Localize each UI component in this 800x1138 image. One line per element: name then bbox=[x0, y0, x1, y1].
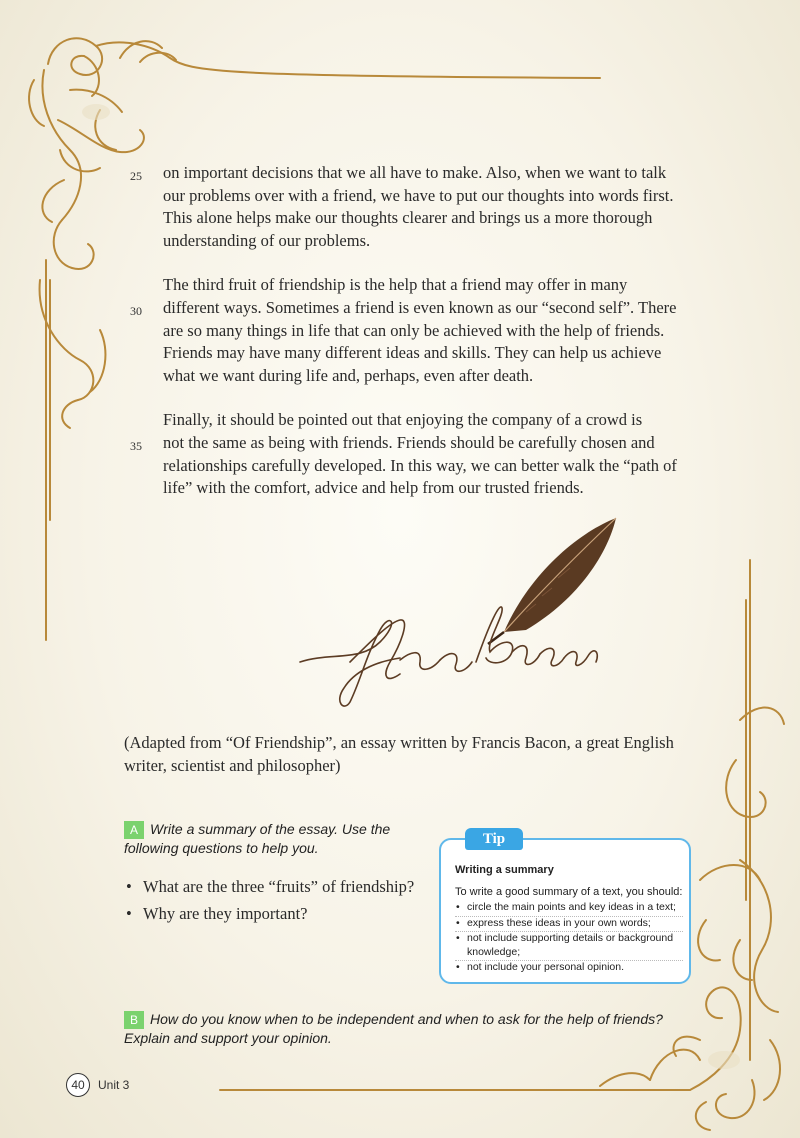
line-number: 35 bbox=[130, 438, 142, 453]
tip-list-item: • not include supporting details or background knowledge; bbox=[455, 932, 683, 961]
tip-list-item: • not include your personal opinion. bbox=[455, 961, 683, 976]
essay-line bbox=[130, 297, 710, 320]
essay-paragraph bbox=[130, 409, 710, 499]
tip-heading: Writing a summary bbox=[455, 864, 554, 876]
task-a-text: Write a summary of the essay. Use the following questions to help you. bbox=[124, 821, 391, 856]
page-number: 40 bbox=[66, 1073, 90, 1097]
essay-paragraph bbox=[130, 162, 710, 252]
line-text: are so many things in life that can only be achieved with the help of friends. bbox=[163, 320, 665, 340]
essay-paragraph bbox=[130, 274, 710, 387]
essay-citation: (Adapted from “Of Friendship”, an essay written by Francis Bacon, a great English writer, scientist and philosopher) bbox=[124, 733, 674, 775]
line-text: The third fruit of friendship is the help that a friend may offer in many bbox=[163, 275, 628, 295]
page-footer bbox=[66, 1073, 129, 1097]
task-b-badge: B bbox=[124, 1011, 144, 1029]
handwritten-signature bbox=[300, 607, 597, 706]
line-number: 25 bbox=[130, 169, 142, 183]
unit-label: Unit 3 bbox=[98, 1078, 130, 1092]
line-text: relationships carefully developed. In this way, we can better walk the “path of bbox=[163, 455, 677, 475]
tip-intro: To write a good summary of a text, you should: bbox=[455, 886, 683, 898]
task-a-badge: A bbox=[124, 821, 144, 839]
tip-list bbox=[455, 901, 683, 976]
task-b-text: How do you know when to be independent and when to ask for the help of friends? Explain and support your opinion. bbox=[124, 1011, 663, 1046]
essay-line bbox=[130, 455, 710, 478]
question-item: • Why are they important? bbox=[124, 900, 414, 927]
question-item: • What are the three “fruits” of friendship? bbox=[124, 873, 414, 900]
line-text: not the same as being with friends. Friends should be carefully chosen and bbox=[163, 432, 655, 452]
line-text: on important decisions that we all have to make. Also, when we want to talk bbox=[163, 163, 667, 182]
essay-line bbox=[130, 365, 710, 388]
essay-line bbox=[130, 207, 710, 230]
task-a-questions bbox=[124, 873, 414, 927]
quill-feather-icon bbox=[488, 518, 616, 644]
essay-line bbox=[130, 274, 710, 297]
line-text: different ways. Sometimes a friend is even known as our “second self”. There bbox=[163, 297, 677, 317]
task-b-prompt bbox=[124, 1010, 684, 1048]
line-text: understanding of our problems. bbox=[163, 230, 371, 250]
essay-line bbox=[130, 320, 710, 343]
line-text: This alone helps make our thoughts clearer and brings us a more thorough bbox=[163, 208, 653, 228]
signature-with-quill bbox=[290, 512, 630, 712]
line-text: Finally, it should be pointed out that enjoying the company of a crowd is bbox=[163, 410, 643, 430]
tip-list-item: • circle the main points and key ideas in a text; bbox=[455, 901, 683, 917]
essay-line bbox=[130, 409, 710, 432]
line-text: what we want during life and, perhaps, even after death. bbox=[163, 365, 534, 385]
essay-line bbox=[130, 185, 710, 208]
essay-line bbox=[130, 342, 710, 365]
essay-line bbox=[130, 162, 710, 185]
tip-tab: Tip bbox=[465, 828, 523, 850]
essay-line bbox=[130, 477, 710, 500]
task-a-prompt bbox=[124, 820, 424, 858]
tip-box bbox=[439, 831, 691, 984]
essay-line bbox=[130, 230, 710, 253]
essay-text bbox=[130, 162, 710, 522]
line-text: our problems over with a friend, we have to put our thoughts into words first. bbox=[163, 185, 674, 205]
line-number: 30 bbox=[130, 303, 142, 318]
essay-line bbox=[130, 432, 710, 455]
line-text: Friends may have many different ideas and skills. They can help us achieve bbox=[163, 343, 662, 363]
line-text: life” with the comfort, advice and help from our trusted friends. bbox=[163, 478, 584, 498]
tip-list-item: • express these ideas in your own words; bbox=[455, 917, 683, 933]
